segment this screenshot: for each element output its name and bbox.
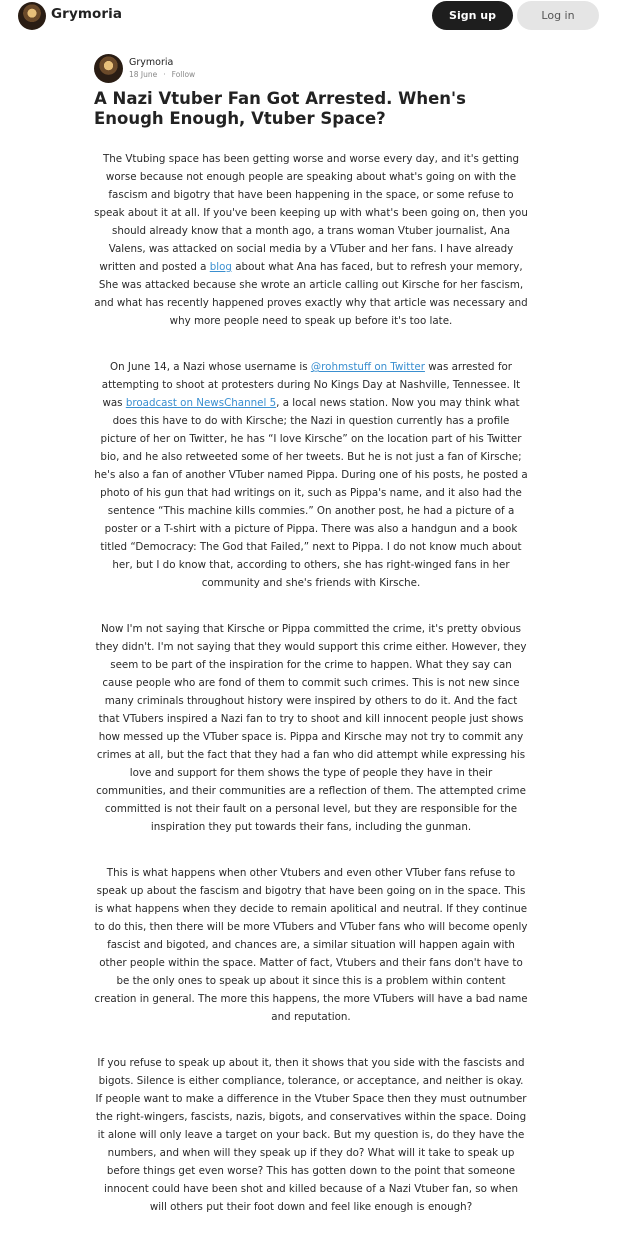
- paragraph-5: If you refuse to speak up about it, then it shows that you side with the fascists and bigots. Silence is either compliance, tolerance, or acceptance, and neither is okay. If people want to make a difference in the Vtuber Space then they must outnumber the right-wingers, fascists, nazis, bigots, and conservatives within the space. Doing it alone will only leave a target on your back. But my question is, do they have the numbers, and when will they speak up if they do? What will it take to speak up before things get even worse? This has gotten down to the point that someone innocent could have been shot and killed because of a Nazi Vtuber fan, so when will others put their foot down and feel like enough is enough?: [95, 1057, 527, 1213]
- signup-button[interactable]: Sign up: [432, 1, 513, 30]
- author-avatar[interactable]: [94, 54, 123, 83]
- paragraph-2: [94, 358, 528, 592]
- post-date: 18 June: [129, 70, 158, 79]
- paragraph-2-text-b: was arrested for attempting to shoot at protesters during No Kings Day at Nashville, Tennessee. It was: [101, 361, 521, 409]
- twitter-link[interactable]: @rohmstuff on Twitter: [310, 361, 425, 373]
- article-body: [94, 150, 528, 1244]
- blog-link[interactable]: blog: [209, 261, 232, 273]
- paragraph-4: This is what happens when other Vtubers and even other VTuber fans refuse to speak up about the fascism and bigotry that have been going on in the space. This is what happens when they decide to remain apolitical and neutral. If they continue to do this, then there will be more VTubers and VTuber fans who will become openly fascist and bigoted, and chances are, a similar situation will happen again with other people within the space. Matter of fact, Vtubers and their fans don't have to be the only ones to speak up about it since this is a problem within content creation in general. The more this happens, the more VTubers will have a bad name and reputation.: [94, 867, 528, 1023]
- top-bar: [0, 0, 623, 32]
- author-name[interactable]: Grymoria: [129, 57, 174, 68]
- brand-logo[interactable]: [18, 2, 46, 30]
- brand-name[interactable]: Grymoria: [51, 6, 123, 22]
- login-button[interactable]: Log in: [517, 1, 599, 30]
- paragraph-2-text-a: On June 14, a Nazi whose username is: [110, 361, 311, 373]
- post-title: A Nazi Vtuber Fan Got Arrested. When's Enough Enough, Vtuber Space?: [94, 89, 466, 128]
- follow-button[interactable]: Follow: [171, 70, 196, 79]
- paragraph-2-text-c: , a local news station. Now you may think what does this have to do with Kirsche; the Nazi in question currently has a profile picture of her on Twitter, he has “I love Kirsche” on the location part of his Twitter bio, and he also retweeted some of her tweets. But he is not just a fan of Kirsche; he's also a fan of another VTuber named Pippa. During one of his posts, he posted a photo of his gun that had writings on it, such as Pippa's name, and it also had the sentence “This machine kills commies.” On another post, he had a picture of a poster or a T-shirt with a picture of Pippa. There was also a handgun and a book titled “Democracy: The God that Failed,” next to Pippa. I do not know much about her, but I do know that, according to others, she has right-winged fans in her community and she's friends with Kirsche.: [94, 397, 528, 589]
- author-meta: [129, 70, 195, 79]
- paragraph-1: [94, 150, 528, 330]
- separator-dot: ·: [163, 70, 166, 79]
- author-block: [94, 54, 534, 84]
- newschannel-link[interactable]: broadcast on NewsChannel 5: [125, 397, 277, 409]
- paragraph-1-text-b: about what Ana has faced, but to refresh your memory, She was attacked because she wrote an article calling out Kirsche for her fascism, and what has recently happened proves exactly why that article was necessary and why more people need to speak up before it's too late.: [94, 261, 528, 327]
- paragraph-3: Now I'm not saying that Kirsche or Pippa committed the crime, it's pretty obvious they didn't. I'm not saying that they would support this crime either. However, they seem to be part of the inspiration for the crime to happen. What they say can cause people who are fond of them to commit such crimes. This is not new since many criminals throughout history were inspired by others to do it. And the fact that VTubers inspired a Nazi fan to try to shoot and kill innocent people just shows how messed up the VTuber space is. Pippa and Kirsche may not try to commit any crimes at all, but the fact that they had a fan who did attempt while expressing his love and support for them shows the type of people they have in their communities, and their communities are a reflection of them. The attempted crime committed is not their fault on a personal level, but they are responsible for the inspiration they put towards their fans, including the gunman.: [95, 623, 527, 833]
- paragraph-1-text-a: The Vtubing space has been getting worse and worse every day, and it's getting worse because not enough people are speaking about what's going on with the fascism and bigotry that have been happening in the space, or some refuse to speak about it at all. If you've been keeping up with what's been going on, then you should already know that a month ago, a trans woman Vtuber journalist, Ana Valens, was attacked on social media by a VTuber and her fans. I have already written and posted a: [94, 153, 528, 273]
